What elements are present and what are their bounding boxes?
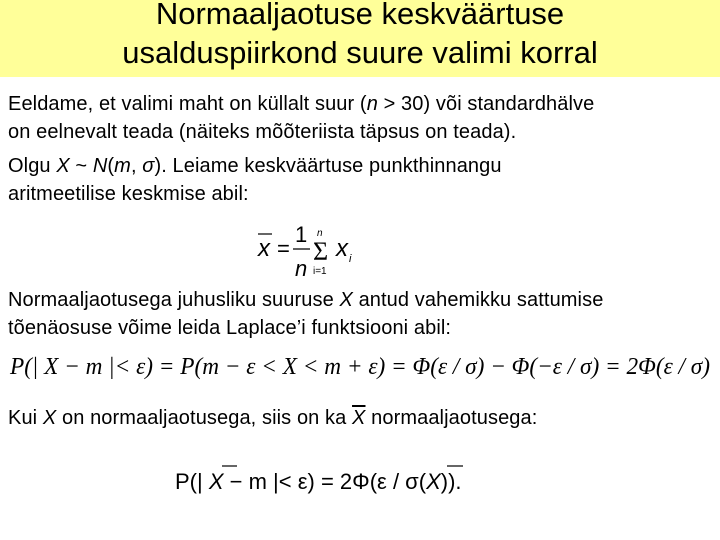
sum-upper-limit: n (317, 228, 323, 239)
xbar-symbol: x (258, 235, 270, 262)
mean-interval-formula (175, 462, 495, 498)
slide-title (0, 0, 720, 72)
tilde-text: ~ (69, 155, 93, 177)
paragraph-estimate (8, 152, 502, 208)
formula3-part-a: P(| (175, 469, 209, 494)
equals-sign: = (277, 236, 290, 261)
denominator-n: n (295, 256, 308, 281)
sum-symbol: Σ (313, 237, 329, 266)
estimate-line-2: aritmeetilise keskmise abil: (8, 183, 249, 205)
laplace-text: Normaaljaotusega juhusliku suuruse (8, 289, 340, 311)
variable-x-3: X (42, 407, 57, 429)
normal-symbol: N (92, 155, 108, 177)
sample-size-symbol: n (366, 93, 378, 115)
variable-x-2: X (339, 289, 353, 311)
formula3-part-c: )). (440, 469, 462, 494)
sigma-symbol: σ (142, 155, 155, 177)
title-line-2: usalduspiirkond suure valimi korral (122, 35, 598, 70)
title-line-1: Normaaljaotuse keskväärtuse (155, 0, 565, 31)
assumption-text: Eeldame, et valimi maht on küllalt suur ( (8, 93, 367, 115)
index-i: i (349, 253, 352, 265)
numerator-one: 1 (295, 222, 308, 247)
mean-symbol: m (114, 155, 131, 177)
laplace-text-cont: antud vahemikku sattumise (352, 289, 604, 311)
comma: , (130, 155, 143, 177)
x-i-symbol: x (336, 235, 348, 262)
mean-interval-svg (175, 462, 495, 498)
mean-normal-text-end: normaaljaotusega: (365, 407, 538, 429)
formula3-part-b: − m |< ε) = 2Φ(ε / σ( (223, 469, 427, 494)
variable-x: X (56, 155, 70, 177)
laplace-formula-text: P(| X − m |< ε) = P(m − ε < X < m + ε) = Φ(ε / σ) − Φ(−ε / σ) = 2Φ(ε / σ) (9, 354, 711, 380)
paragraph-laplace (8, 286, 603, 342)
estimate-text: Olgu (8, 155, 57, 177)
sum-lower-limit: i=1 (313, 266, 327, 277)
formula3-xbar: X (208, 469, 224, 494)
assumption-text-cont: > 30) või standardhälve (377, 93, 595, 115)
laplace-formula-svg (10, 348, 712, 384)
mean-normal-text-cont: on normaaljaotusega, siis on ka (56, 407, 353, 429)
assumption-line-2: on eelnevalt teada (näiteks mõõteriista täpsus on teada). (8, 121, 517, 143)
mean-interval-text (175, 469, 462, 494)
sample-mean-svg (250, 222, 370, 282)
formula3-xbar-2: X (426, 469, 441, 494)
paragraph-assumption (8, 90, 594, 146)
paren-open: ( (107, 155, 115, 177)
estimate-text-cont: ). Leiame keskväärtuse punkthinnangu (154, 155, 502, 177)
mean-normal-text: Kui (8, 407, 43, 429)
laplace-formula (10, 348, 712, 384)
laplace-line-2: tõenäosuse võime leida Laplace’i funktsiooni abil: (8, 317, 452, 339)
paragraph-mean-normal (8, 404, 537, 432)
sample-mean-formula (250, 222, 370, 282)
xbar-variable: $\overline{X}$ (352, 407, 366, 429)
